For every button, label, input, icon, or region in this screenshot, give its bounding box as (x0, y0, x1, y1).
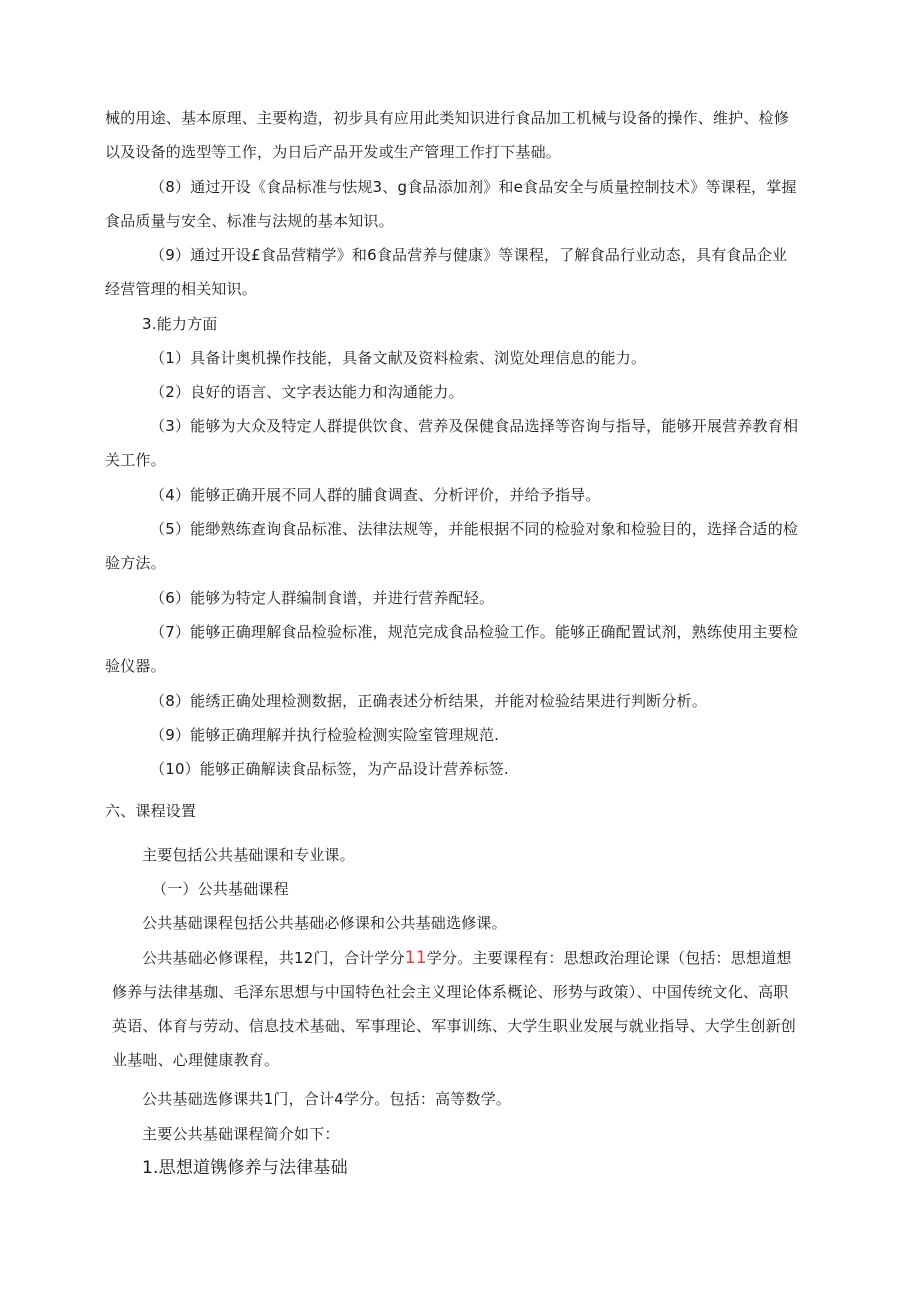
section-heading-ability: 3.能力方面 (142, 315, 218, 333)
list-item: （1）具备计奥机操作技能，具备文献及资料检索、浏览处理信息的能力。 (150, 349, 647, 367)
paragraph-line: 英语、体育与劳动、信息技术基础、军事理论、军事训练、大学生职业发展与就业指导、大学生创新创 (112, 1017, 797, 1035)
course-title: 1.思想道镌修养与法律基础 (142, 1158, 348, 1178)
list-item: （10）能够正确解读食品标签，为产品设计营养标签. (150, 760, 509, 778)
list-item: （3）能够为大众及特定人群提供饮食、营养及保健食品选择等咨询与指导，能够开展营养教育相 (150, 417, 799, 435)
paragraph-line: （9）通过开设£食品营精学》和6食品营养与健康》等课程，了解食品行业动态，具有食品企业 (150, 246, 788, 264)
list-item-continuation: 验方法。 (105, 554, 166, 572)
paragraph-line: 公共基础选修课共1门，合计4学分。包括：高等数学。 (142, 1090, 512, 1108)
list-item: （9）能够正确理解并执行检验检测实险室管理规范. (150, 726, 500, 744)
paragraph-line (142, 948, 792, 968)
list-item: （8）能绣正确处理检测数据，正确表述分析结果，并能对检验结果进行判断分析。 (150, 692, 707, 710)
list-item: （2）良好的语言、文字表达能力和沟通能力。 (150, 383, 464, 401)
subsection-heading: （一）公共基础课程 (152, 880, 289, 898)
paragraph-line: 公共基础课程包括公共基础必修课和公共基础选修课。 (142, 914, 507, 932)
paragraph-line: （8）通过开设《食品标准与怯规3、g食品添加剂》和e食品安全与质量控制技术》等课程，掌握 (150, 178, 797, 196)
list-item: （7）能够正确理解食品检验标准，规范完成食品检验工作。能够正确配置试剂，熟练使用主要检 (150, 623, 799, 641)
list-item: （6）能够为特定人群编制食谱，并进行营养配轻。 (150, 589, 495, 607)
list-item-continuation: 关工作。 (105, 451, 166, 469)
text-run: 学分。主要课程有：思想政治理论课（包括：思想道想 (426, 949, 792, 967)
text-run: 公共基础必修课程，共12门，合计学分 (142, 949, 405, 967)
section-heading-course-setting: 六、课程设置 (105, 802, 197, 820)
paragraph-line: 主要公共基础课程简介如下： (142, 1125, 340, 1143)
paragraph-line: 以及设备的选型等工作，为日后产品开发或生产管理工作打下基础。 (105, 143, 562, 161)
paragraph-line: 械的用途、基本原理、主要构造，初步具有应用此类知识进行食品加工机械与设备的操作、维护、检修 (105, 109, 790, 127)
credit-highlight: 11 (404, 948, 427, 968)
paragraph-line: 经营管理的相关知识。 (105, 280, 258, 298)
paragraph-line: 食品质量与安全、标准与法规的基本知识。 (105, 212, 394, 230)
paragraph-line: 业基咄、心理健康教育。 (112, 1051, 280, 1069)
list-item-continuation: 验仪器。 (105, 657, 166, 675)
list-item: （4）能够正确开展不同人群的脯食调查、分析评价，并给予指导。 (150, 486, 601, 504)
paragraph-line: 修养与法律基珈、毛泽东思想与中国特色社会主义理论体系概论、形势与政策）、中国传统文化、高职 (112, 983, 789, 1001)
paragraph-line: 主要包括公共基础课和专业课。 (142, 846, 355, 864)
list-item: （5）能缈熟练查询食品标准、法律法规等，并能根据不同的检验对象和检验目的，选择合适的检 (150, 520, 799, 538)
